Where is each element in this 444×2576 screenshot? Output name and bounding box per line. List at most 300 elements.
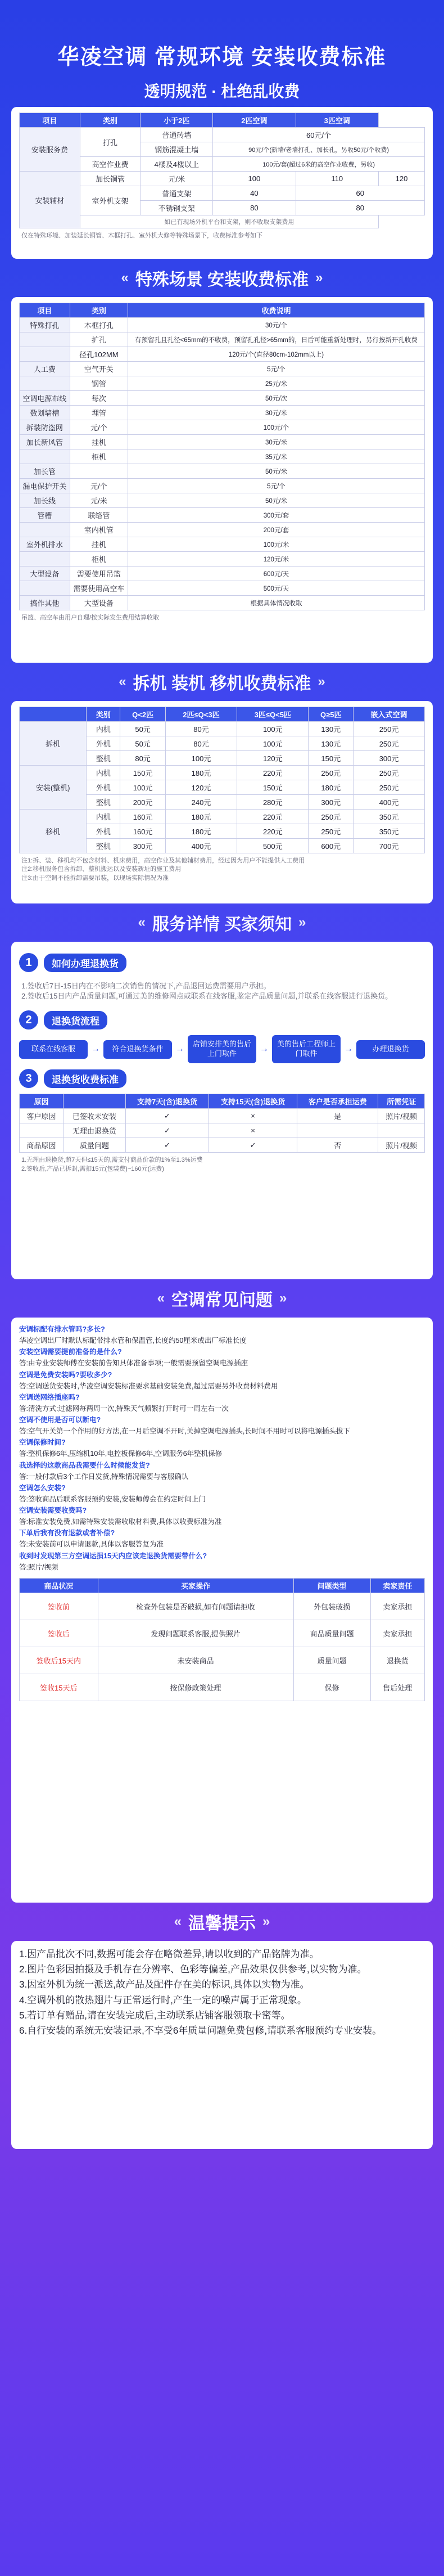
faq-question: 我选择的这款商品我需要什么时候能发货? [19,1461,150,1469]
cell: 质量问题 [293,1647,370,1674]
cell: 30元/个 [128,318,424,332]
cell: 100元/米 [128,537,424,552]
cell: 100元 [120,780,165,795]
col-header [63,1094,125,1109]
cell: 120元 [165,780,237,795]
cell: 内机 [87,766,120,780]
tip-item: 5.若订单有赠品,请在安装完成后,主动联系店铺客服领取卡密等。 [19,2009,291,2021]
cell: 180元 [309,780,354,795]
cell: 100 [213,172,296,186]
faq-answer: 答:一般付款后3个工作日发货,特殊情况需要与客服确认 [19,1472,189,1481]
cell: 大型设备 [20,567,70,581]
cell: 有预留孔且孔径<65mm的不收费，预留孔孔径>65mm的，日后可能重新处理时，另行按新开孔收费 [128,332,424,347]
move-note: 注1:拆、装、移机均不包含材料、机床费用，高空作业及其他辅材费用，经过因为用户不能提供人工费用 注2:移机服务包含拆卸、整机搬运以及安装新址的施工费用 注3:由于空调不能拆卸需要吊装，以现场实际情况为准 [21,857,305,882]
faq-answer: 答:空气开关第一个作用的好方法,在一月后空调不开时,关掉空调电源插头,长时间不用时可以将电源插头拔下 [19,1427,350,1436]
cell: 联络管 [70,508,128,523]
cell: 根据具体情况收取 [128,596,424,610]
table-row [20,391,425,406]
row-group: 拆机 [20,722,87,766]
cell: 商品质量问题 [293,1620,370,1647]
table-row [20,1109,425,1123]
cell: 600元/天 [128,567,424,581]
cell: 外机 [87,780,120,795]
cell: 特殊打孔 [20,318,70,332]
move-title [0,663,444,701]
table-row [20,567,425,581]
step-2 [19,1010,425,1029]
cell: ✓ [125,1138,209,1153]
step-number: 1 [19,953,38,972]
cell: 150元 [120,766,165,780]
cell [20,347,70,362]
header-row [20,303,425,318]
faq-list [19,1324,425,1572]
cell: 130元 [309,722,354,736]
cell: 卖家承担 [370,1620,424,1647]
cell: × [209,1109,297,1123]
cell: 130元 [309,736,354,751]
col-header: 3匹空调 [296,113,378,128]
cell: 元/米 [70,493,128,508]
cell: 80 [296,201,424,215]
hero [0,0,444,107]
cell: 空调电源布线 [20,391,70,406]
cell: 室外机排水 [20,537,70,552]
cell: 25元/米 [128,376,424,391]
cell: 500元 [237,839,309,853]
cell: 内机 [87,722,120,736]
table-row [20,1123,425,1138]
cell: 内机 [87,810,120,824]
cell: 120元 [237,751,309,766]
table-row [20,435,425,449]
cell: 商品原因 [20,1138,64,1153]
hero-subtitle: 透明规范 · 杜绝乱收费 [144,83,300,100]
faq-title [0,1279,444,1318]
cell: 钢管 [70,376,128,391]
col-header: 类别 [87,707,120,722]
cell: 高空作业费 [80,157,141,172]
cell: 5元/个 [128,479,424,493]
cell: 220元 [237,810,309,824]
faq-question: 空调保修时间? [19,1438,66,1447]
step-text: 1.签收后7日-15日内在不影响二次销售的情况下,产品退回运费需要用户承担。 2.签收后15日内产品质量问题,可通过美的维修网点或联系在线客服,鉴定产品质量问题,并联系在线客服进行退换货。 [21,982,393,1001]
cell: 元/个 [70,479,128,493]
row-group: 安装(整机) [20,766,87,810]
table-row [20,464,425,479]
cell: 100元 [237,722,309,736]
cell: 按保修政策处理 [98,1674,293,1701]
table-row [20,581,425,596]
cell: 50元/次 [128,391,424,406]
cell: 柜机 [70,552,128,567]
cell: 卖家承担 [370,1593,424,1620]
cell [378,1123,425,1138]
service-card [11,942,433,1279]
cell: 元/米 [141,172,213,186]
arrow-right-icon: → [91,1044,100,1054]
cell: 照片/视频 [378,1138,425,1153]
cell: 加长管 [20,464,70,479]
cell: 加长铜管 [80,172,141,186]
cell: 售后处理 [370,1674,424,1701]
cell: 500元/天 [128,581,424,596]
cell: 200元 [120,795,165,810]
faq-table [19,1578,425,1701]
cell: 签收后 [20,1620,98,1647]
cell: 无理由退换货 [63,1123,125,1138]
flow-step: 联系在线客服 [19,1040,88,1059]
table-note: 仅在特殊环境、加装延长铜管、木框打孔、室外机大修等特殊场景下，收费标准参考如下 [21,232,262,239]
col-header: 收费说明 [128,303,424,318]
cell: 110 [296,172,378,186]
col-header: 商品状况 [20,1578,98,1593]
cell: 30元/米 [128,435,424,449]
cell: 整机 [87,839,120,853]
cell: 100元/套(超过6米的高空作业收费，另收) [213,157,425,172]
table-row [20,537,425,552]
chevron-right-icon: » [318,674,325,689]
cell: 径孔102MM [70,347,128,362]
cell: 40 [213,186,296,201]
special-note: 吊篮、高空车由用户自理/按实际发生费用结算收取 [21,614,160,621]
col-header: 3匹≤Q<5匹 [237,707,309,722]
cell: 数划墙槽 [20,406,70,420]
table-row [20,766,425,780]
tip-item: 6.自行安装的系统无安装记录,不享受6年质量问题免费包修,请联系客服预约专业安装。 [19,2025,382,2036]
table-row [20,362,425,376]
cell: 120元/个(直径80cm-102mm以上) [128,347,424,362]
cell: 90元/个(新墙/老墙打孔、加长孔，另收50元/个收费) [213,142,425,157]
step-3 [19,1069,425,1088]
step-number: 3 [19,1069,38,1088]
cell: 漏电保护开关 [20,479,70,493]
col-header: 嵌入式空调 [354,707,425,722]
chevron-left-icon: « [138,915,146,930]
cell: 室外机支架 [80,186,141,215]
cell: 280元 [237,795,309,810]
cell: 400元 [354,795,425,810]
cell: 100元 [237,736,309,751]
col-header: 客户是否承担运费 [297,1094,378,1109]
cell: 250元 [354,780,425,795]
row-group: 安装服务费 [20,128,80,172]
cell: 空气开关 [70,362,128,376]
cell: ✓ [125,1123,209,1138]
table-row [20,1593,425,1620]
faq-answer: 答:清洗方式:过滤网每两周一次,特殊天气频繁打开时可一周左右一次 [19,1404,229,1413]
cell: 扩孔 [70,332,128,347]
table-row [20,420,425,435]
cell: 普通砖墙 [141,128,213,142]
cell: 退换货 [370,1647,424,1674]
tip-item: 2.图片色彩因拍摄及手机存在分辨率、色彩等偏差,产品效果仅供参考,以实物为准。 [19,1964,367,1975]
table-row [20,552,425,567]
cell: 外机 [87,824,120,839]
col-header: Q≥5匹 [309,707,354,722]
cell [20,523,70,537]
cell: 120元/米 [128,552,424,567]
table-row [20,449,425,464]
cell: 客户原因 [20,1109,64,1123]
flow-step: 办理退换货 [356,1040,425,1059]
cell [20,552,70,567]
arrow-right-icon: → [175,1044,184,1054]
faq-answer: 答:由专业安装师傅在安装前告知具体准备事项;一般需要预留空调电源插座 [19,1359,248,1368]
table-row [20,810,425,824]
cell: 150元 [309,751,354,766]
col-header: 项目 [20,113,80,128]
row-group: 移机 [20,810,87,853]
section-title: 特殊场景 安装收费标准 [135,271,309,289]
col-header: 问题类型 [293,1578,370,1593]
col-header: 原因 [20,1094,64,1109]
cell: 120 [378,172,424,186]
cell: 加长线 [20,493,70,508]
table-row [20,347,425,362]
cell: 搞作其他 [20,596,70,610]
faq-question: 收到时发现第三方空调运损15天内应该走退换货需要带什么? [19,1552,207,1560]
chevron-right-icon: » [279,1291,287,1306]
table-row [20,1620,425,1647]
cell: 250元 [354,736,425,751]
step-title: 退换货收费标准 [44,1069,126,1088]
cell: 挂机 [70,435,128,449]
move-fee-card [11,701,433,903]
cell-note: 如已有现场外机平台和支架，则不收取支架费用 [80,215,378,228]
cell: 80 [213,201,296,215]
flow-step: 符合退换货条件 [103,1040,172,1059]
return-flow [19,1035,425,1063]
tip-item: 3.因室外机为统一派送,故产品及配件存在美的标识,具体以实物为准。 [19,1979,310,1990]
step-number: 2 [19,1010,38,1029]
row-group: 安装辅材 [20,172,80,228]
cell: 室内机管 [70,523,128,537]
cell: 未安装商品 [98,1647,293,1674]
cell: 300元 [354,751,425,766]
table-row [20,406,425,420]
chevron-left-icon: « [174,1914,182,1929]
cell: 250元 [354,766,425,780]
cell [20,332,70,347]
cell: 180元 [165,810,237,824]
install-fee-table [19,113,425,228]
col-header: 小于2匹 [141,113,213,128]
cell: ✓ [209,1138,297,1153]
table-row [20,1138,425,1153]
table-row [20,508,425,523]
col-header [20,707,87,722]
cell: 180元 [165,766,237,780]
cell: 外包装破损 [293,1593,370,1620]
special-fee-table [19,303,425,610]
faq-question: 空调送网络插座吗? [19,1393,80,1401]
faq-answer: 答:标准安装免费,如需特殊安装需收取材料费,具体以收费标准为准 [19,1518,222,1526]
faq-question: 安调标配有排水管吗?多长? [19,1325,105,1333]
faq-answer: 答:空调送货安装时,华凌空调安装标准要求基础安装免费,超过需要另外收费材料费用 [19,1382,278,1390]
cell: 250元 [309,810,354,824]
cell: 300元 [120,839,165,853]
install-fee-card [11,107,433,259]
cell: 400元 [165,839,237,853]
cell: 160元 [120,810,165,824]
cell: 签收后15天内 [20,1647,98,1674]
cell: 160元 [120,824,165,839]
cell: 外机 [87,736,120,751]
faq-answer: 答:整机保修6年,压缩机10年,电控板保修6年,空调服务6年整机保修 [19,1450,223,1458]
cell: 签收前 [20,1593,98,1620]
chevron-left-icon: « [121,270,129,285]
col-header: 2匹≤Q<3匹 [165,707,237,722]
faq-question: 空调怎么安装? [19,1483,66,1492]
cell: 需要使用吊篮 [70,567,128,581]
cell [20,1123,64,1138]
arrow-right-icon: → [260,1044,269,1054]
header-row [20,707,425,722]
cell: 否 [297,1138,378,1153]
cell: 35元/米 [128,449,424,464]
step-1 [19,953,425,972]
hero-title: 华凌空调 常规环境 安装收费标准 [57,46,387,69]
col-header: 卖家责任 [370,1578,424,1593]
chevron-left-icon: « [157,1291,165,1306]
col-header: 类别 [70,303,128,318]
cell: 240元 [165,795,237,810]
col-header: 支持15天(含)退换货 [209,1094,297,1109]
cell: 元/个 [70,420,128,435]
cell: 打孔 [80,128,141,157]
table-row [20,493,425,508]
service-title [0,903,444,942]
cell: 250元 [354,722,425,736]
arrow-right-icon: → [344,1044,353,1054]
faq-answer: 答:照片/视频 [19,1563,58,1571]
faq-answer: 华凌空调出厂时默认标配带排水管和保温管,长度约50厘米或出厂标准长度 [19,1337,247,1345]
section-title: 空调常见问题 [171,1291,273,1310]
cell: 加长新风管 [20,435,70,449]
cell: 50元/米 [128,464,424,479]
header-row [20,1094,425,1109]
cell: 250元 [309,824,354,839]
cell: 350元 [354,824,425,839]
chevron-left-icon: « [119,674,126,689]
chevron-right-icon: » [298,915,306,930]
cell: 60 [296,186,424,201]
cell: 大型设备 [70,596,128,610]
cell: 照片/视频 [378,1109,425,1123]
col-header: Q<2匹 [120,707,165,722]
cell: 整机 [87,795,120,810]
cell: 100元/个 [128,420,424,435]
cell: 是 [297,1109,378,1123]
step-title: 如何办理退换货 [44,954,126,972]
tip-item: 1.因产品批次不同,数据可能会存在略微差异,请以收到的产品铭牌为准。 [19,1949,319,1959]
header-row [20,1578,425,1593]
flow-step: 店铺安排美的售后上门取件 [188,1035,256,1063]
cell: 250元 [309,766,354,780]
cell: 80元 [165,722,237,736]
cell: 100元 [165,751,237,766]
col-header: 支持7天(含)退换货 [125,1094,209,1109]
cell: ✓ [125,1109,209,1123]
table-row [20,376,425,391]
cell: 80元 [165,736,237,751]
col-header: 项目 [20,303,70,318]
cell: 300元/套 [128,508,424,523]
step-title: 退换货流程 [44,1011,107,1029]
special-title [0,259,444,297]
cell: 700元 [354,839,425,853]
cell: 普通支架 [141,186,213,201]
cell: 300元 [309,795,354,810]
cell [297,1123,378,1138]
faq-question: 空调安装需要收费吗? [19,1507,87,1514]
cell: 每次 [70,391,128,406]
cell: 发现问题联系客服,提供照片 [98,1620,293,1647]
chevron-right-icon: » [315,270,323,285]
section-title: 拆机 装机 移机收费标准 [133,675,311,693]
cell: 钢筋混凝土墙 [141,142,213,157]
table-row [20,1674,425,1701]
col-header: 买家操作 [98,1578,293,1593]
cell: 5元/个 [128,362,424,376]
cell: 50元/米 [128,493,424,508]
cell: 600元 [309,839,354,853]
faq-question: 下单后我有没有退款或者补偿? [19,1529,115,1537]
cell: 检查外包装是否破损,如有问题请拒收 [98,1593,293,1620]
cell: 人工费 [20,362,70,376]
cell: 60元/个 [213,128,425,142]
tips-title [0,1903,444,1941]
cell: 保修 [293,1674,370,1701]
cell: 埋管 [70,406,128,420]
cell: 200元/套 [128,523,424,537]
table-row [20,479,425,493]
tips-card [11,1941,433,2149]
cell: 50元 [120,736,165,751]
cell: 需要使用高空车 [70,581,128,596]
cell: 不锈钢支架 [141,201,213,215]
cell: 30元/米 [128,406,424,420]
cell: 柜机 [70,449,128,464]
move-fee-table [19,707,425,853]
cell: 木框打孔 [70,318,128,332]
table-row [20,596,425,610]
cell: 220元 [237,824,309,839]
section-title: 服务详情 买家须知 [152,915,292,934]
cell: 50元 [120,722,165,736]
return-fee-note: 1.无理由退换货,超7天但≤15天的,需支付商品价款的1%至1.3%运费 2.签收后,产品已拆封,需扣15元(包装费)~160元(运费) [21,1157,203,1172]
cell [20,581,70,596]
faq-question: 空调是免费安装吗?要收多少? [19,1370,112,1379]
table-row [20,523,425,537]
cell: 挂机 [70,537,128,552]
cell: 80元 [120,751,165,766]
cell: 管槽 [20,508,70,523]
cell: 180元 [165,824,237,839]
col-header: 类别 [80,113,141,128]
faq-question: 空调不使用是否可以断电? [19,1416,101,1424]
cell: 拆装防盗网 [20,420,70,435]
cell: 签收15天后 [20,1674,98,1701]
tip-item: 4.空调外机的散热翅片与正常运行时,产生一定的噪声属于正常现象。 [19,1994,307,2006]
cell: 350元 [354,810,425,824]
faq-answer: 答:未安装前可以申请退款,具体以客服答复为准 [19,1540,164,1549]
table-row [20,722,425,736]
table-row [20,332,425,347]
col-header: 2匹空调 [213,113,296,128]
cell: 150元 [237,780,309,795]
